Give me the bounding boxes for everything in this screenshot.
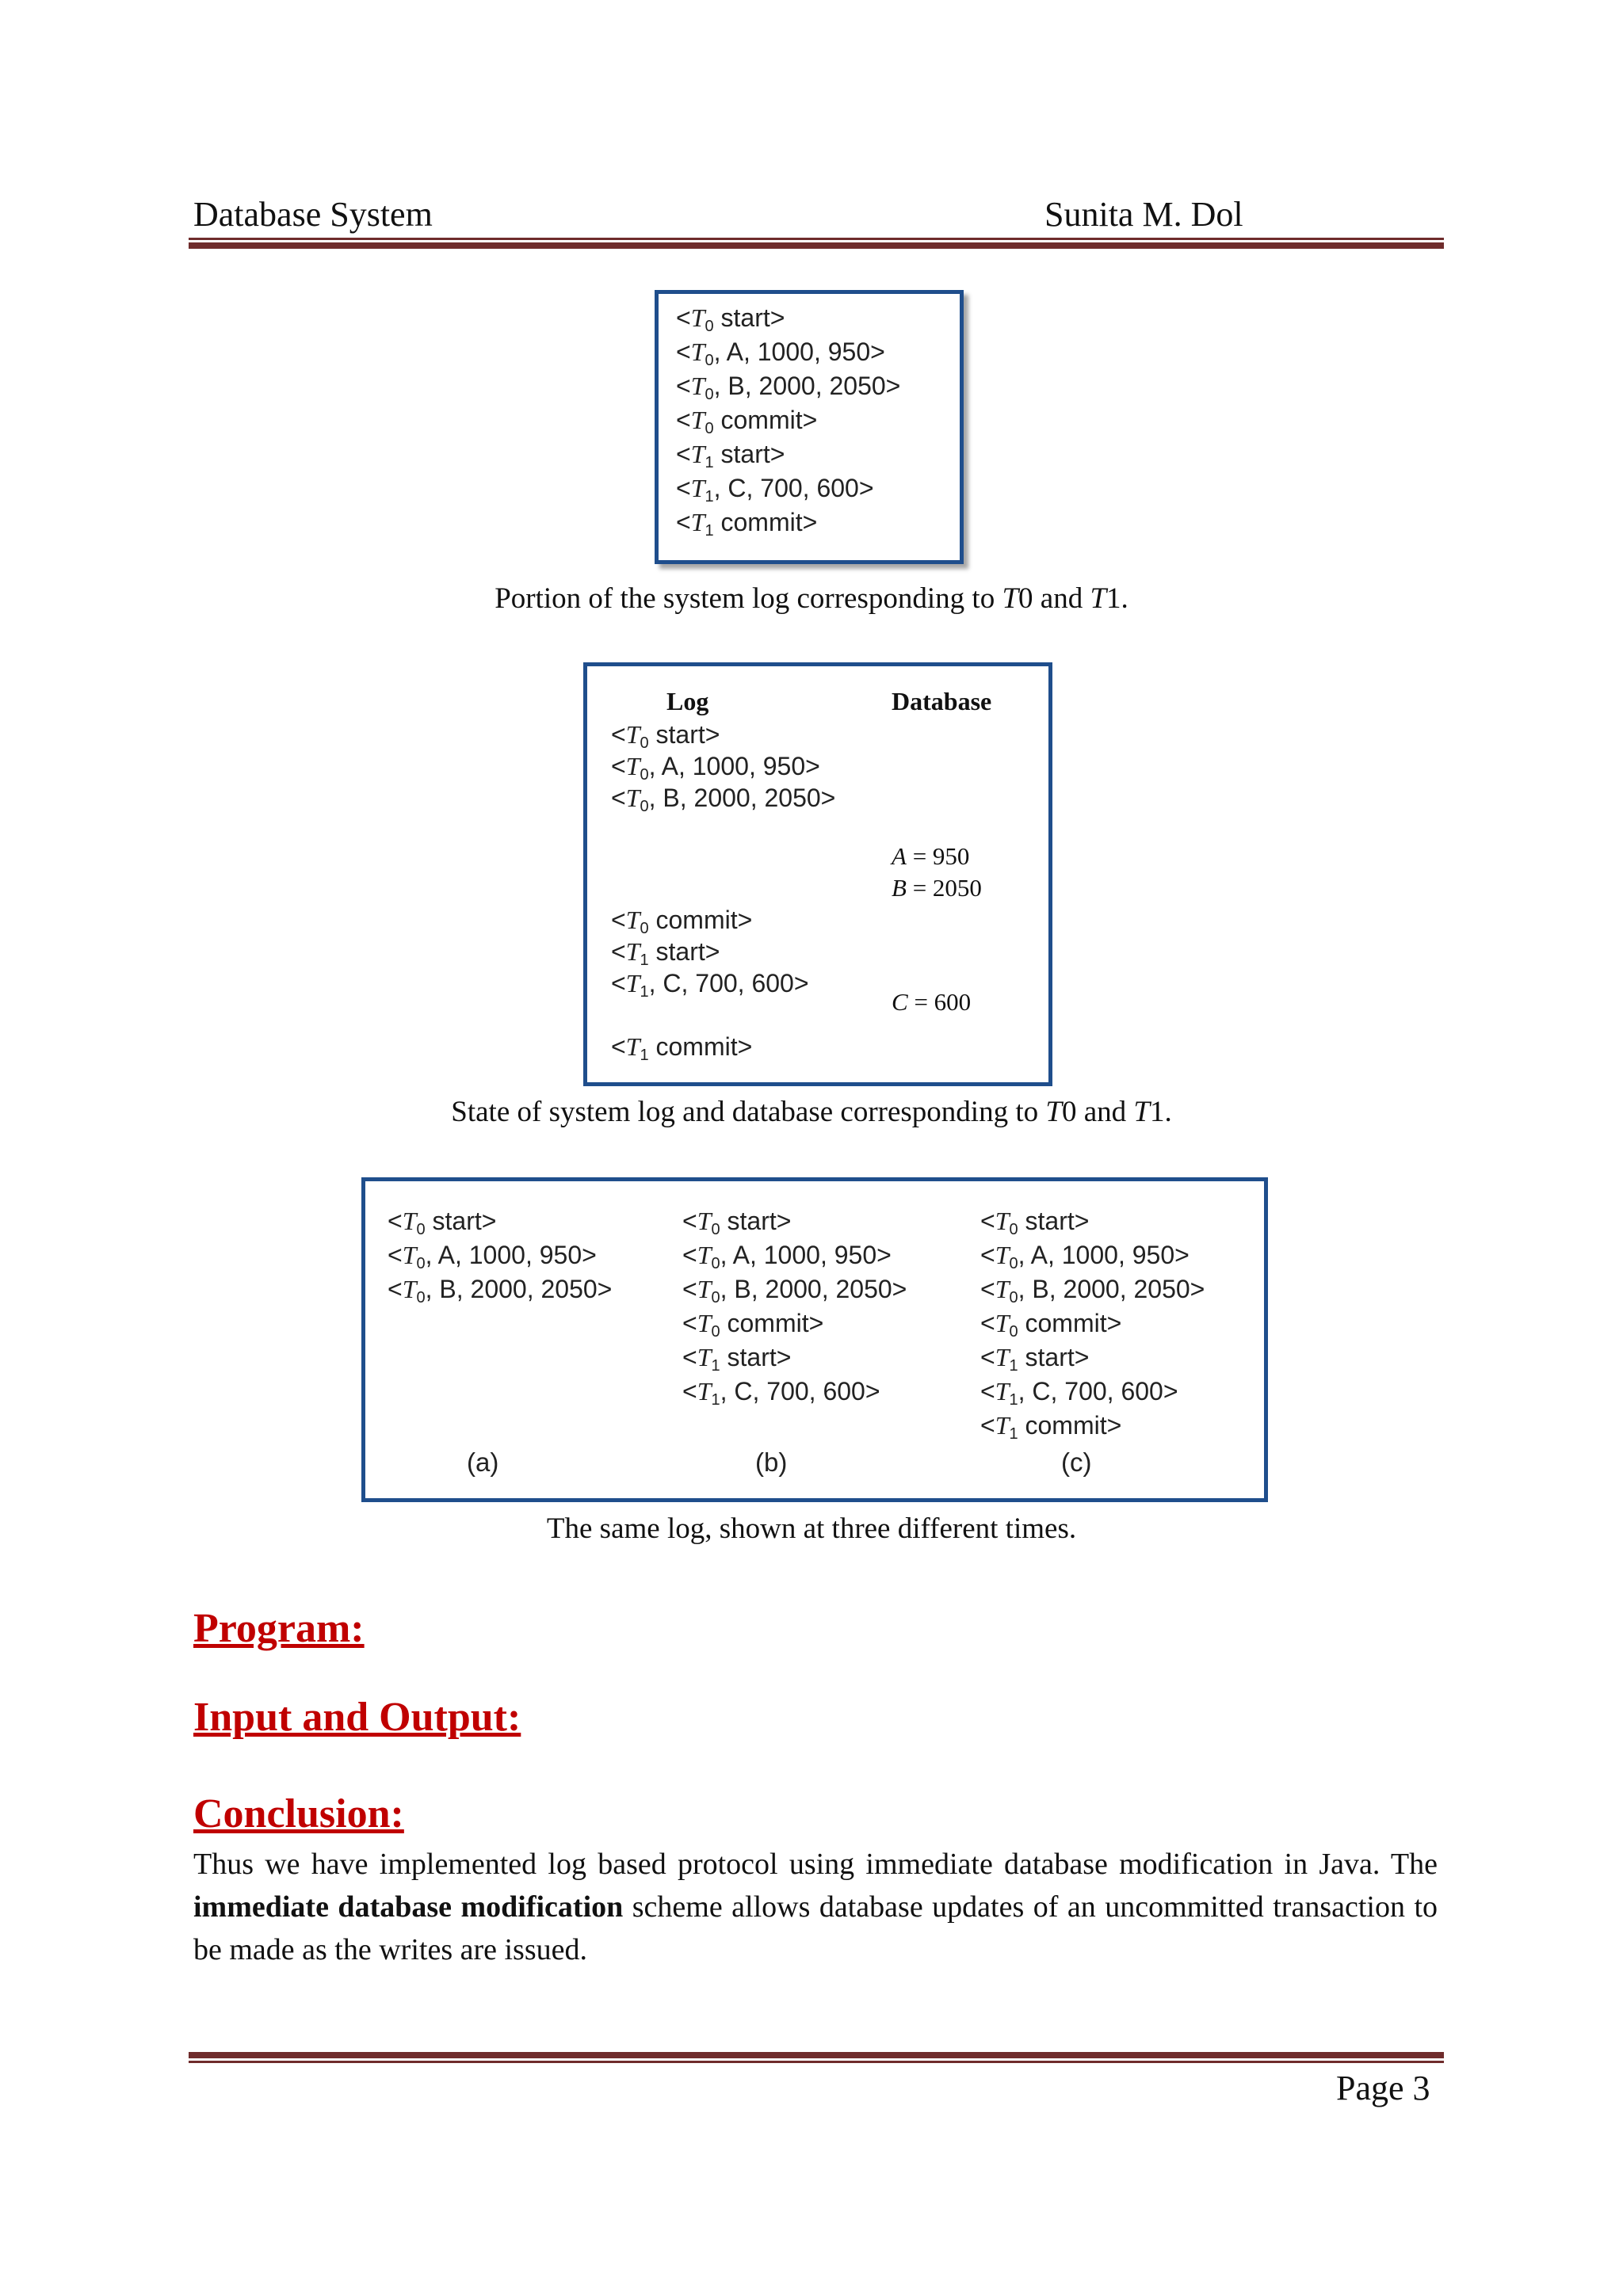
log-record: $<T_0$ start> [980,1207,1090,1238]
log-record: $<T_0$ commit> [980,1309,1122,1341]
conclusion-paragraph: Thus we have implemented log based protocol using immediate database modification in Java. The immediate database modification scheme allows database updates of an uncommitted transaction to be made as the writes are issued. [193,1848,1438,1966]
figure-2-caption: State of system log and database corresponding to T0 and T1. [451,1096,1172,1128]
log-record: $<T_0$, B, 2000, 2050> [611,784,836,815]
log-record: $<T_1$ commit> [676,508,818,540]
log-record: $<T_0$, B, 2000, 2050> [682,1275,907,1306]
log-record: $<T_0$, B, 2000, 2050> [388,1275,613,1306]
log-record: $<T_0$ commit> [611,906,753,937]
log-record: $<T_0$, A, 1000, 950> [388,1241,597,1272]
log-record: $<T_0$ commit> [682,1309,824,1341]
log-record: $<T_0$, B, 2000, 2050> [676,372,901,403]
header-rule-thick [189,242,1444,249]
log-record: $<T_1$ commit> [611,1032,753,1064]
program-heading: Program: [193,1606,365,1651]
footer-rule-thick [189,2052,1444,2058]
log-record: $<T_0$, B, 2000, 2050> [980,1275,1205,1306]
log-column-header: Log [666,687,709,715]
log-snapshot-label: (c) [1061,1447,1092,1477]
header-title: Database System [193,195,433,234]
log-record: $<T_0$, A, 1000, 950> [980,1241,1190,1272]
input-output-heading: Input and Output: [193,1695,521,1740]
database-value: C = 600 [892,988,972,1016]
log-record: $<T_1$, C, 700, 600> [611,969,809,1001]
log-record: $<T_1$, C, 700, 600> [682,1377,880,1409]
conclusion-bold-term: immediate database modification [193,1890,624,1924]
database-value: A = 950 [892,842,970,870]
log-snapshot-label: (a) [467,1447,499,1477]
footer-rule-thin [189,2061,1444,2063]
header-rule-thin [189,238,1444,240]
database-value: B = 2050 [892,874,982,902]
log-record: $<T_0$, A, 1000, 950> [611,752,820,784]
log-record: $<T_1$ start> [676,440,785,471]
figure-1-caption: Portion of the system log corresponding to T0 and T1. [495,582,1128,615]
header-author: Sunita M. Dol [1044,195,1243,234]
log-record: $<T_1$ start> [980,1343,1090,1375]
log-record: $<T_0$ start> [676,303,785,335]
figure-log-and-database-state [583,662,1052,1086]
conclusion-heading: Conclusion: [193,1791,404,1836]
log-record: $<T_1$, C, 700, 600> [980,1377,1178,1409]
log-record: $<T_1$ start> [611,937,720,969]
log-record: $<T_0$, A, 1000, 950> [682,1241,892,1272]
log-record: $<T_0$ start> [388,1207,497,1238]
log-record: $<T_1$ commit> [980,1411,1122,1443]
log-record: $<T_0$ start> [611,720,720,752]
log-record: $<T_0$ commit> [676,406,818,437]
log-record: $<T_0$, A, 1000, 950> [676,338,885,369]
log-record: $<T_1$, C, 700, 600> [676,474,874,505]
figure-log-three-times [361,1177,1268,1502]
figure-system-log [655,290,964,564]
log-record: $<T_1$ start> [682,1343,792,1375]
log-snapshot-label: (b) [755,1447,788,1477]
database-column-header: Database [892,687,992,715]
page-number: Page 3 [1336,2069,1430,2107]
log-record: $<T_0$ start> [682,1207,792,1238]
figure-3-caption: The same log, shown at three different times. [546,1512,1077,1545]
